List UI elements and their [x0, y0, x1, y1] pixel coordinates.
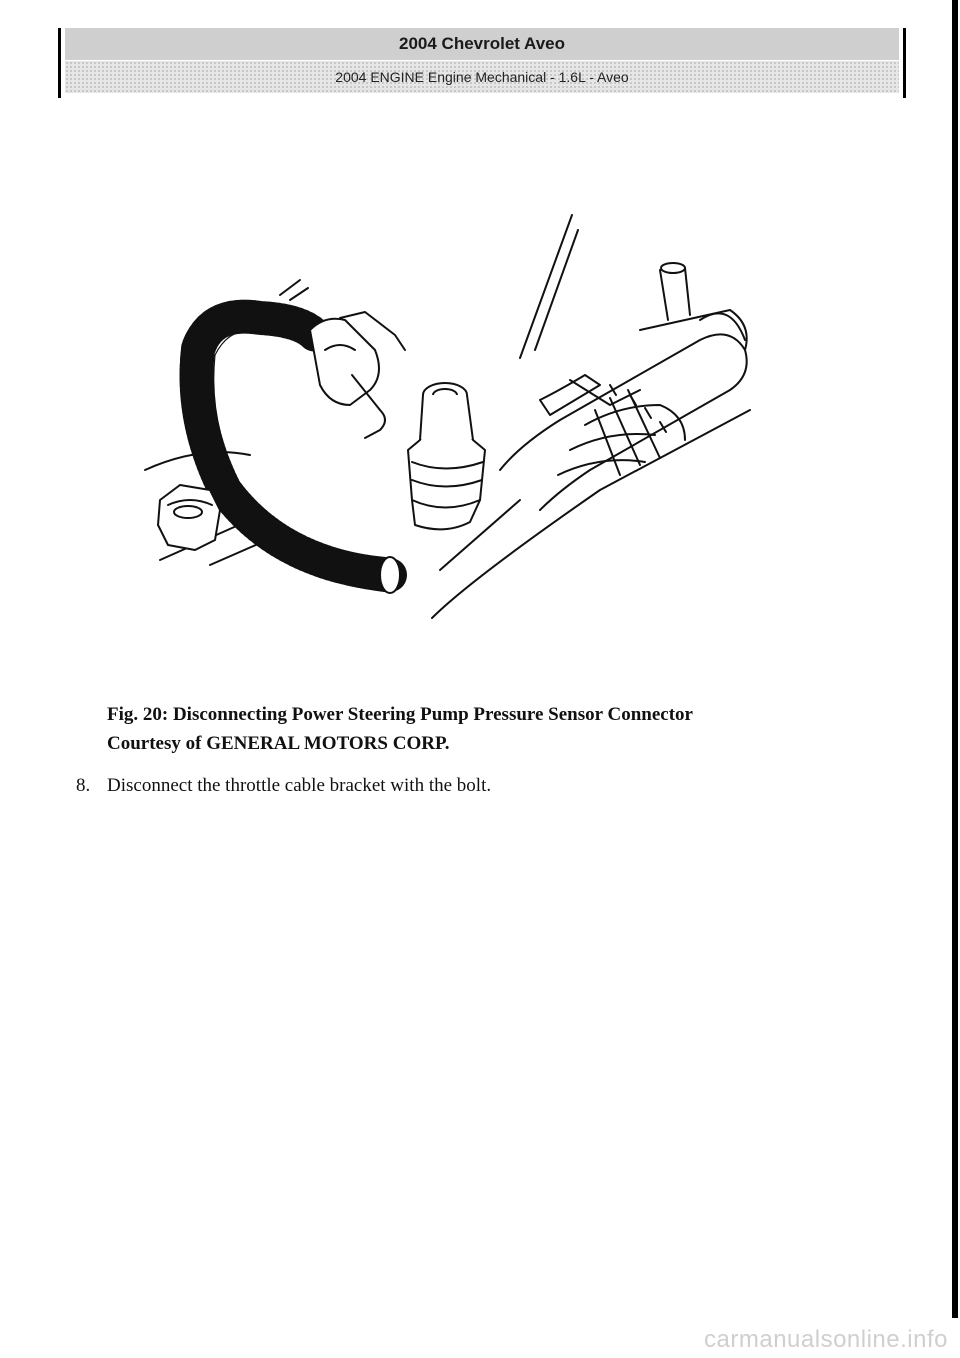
background-line-4: [440, 500, 520, 570]
power-steering-hose: [500, 334, 747, 510]
conduit-end: [380, 557, 400, 593]
site-watermark: carmanualsonline.info: [704, 1326, 948, 1353]
figure-caption-title: Fig. 20: Disconnecting Power Steering Pump Pressure Sensor Connector: [107, 704, 693, 725]
document-header: [58, 28, 906, 96]
sensor-connector: [310, 319, 379, 405]
page-right-rule: [952, 0, 958, 1318]
header-right-rule: [903, 28, 906, 98]
header-left-rule: [58, 28, 61, 98]
figure-caption: [107, 700, 867, 758]
figure-illustration: [140, 200, 760, 630]
step-number: 8.: [76, 775, 91, 796]
figure-caption-credit: Courtesy of GENERAL MOTORS CORP.: [107, 733, 450, 754]
bracket-line: [520, 215, 572, 358]
procedure-step: [76, 775, 876, 797]
bracket-line-2: [535, 230, 578, 350]
header-subtitle: 2004 ENGINE Engine Mechanical - 1.6L - Aveo: [65, 61, 899, 93]
header-title: 2004 Chevrolet Aveo: [65, 28, 899, 60]
pressure-sensor-body: [420, 395, 473, 448]
step-text: Disconnect the throttle cable bracket with the bolt.: [107, 775, 492, 796]
